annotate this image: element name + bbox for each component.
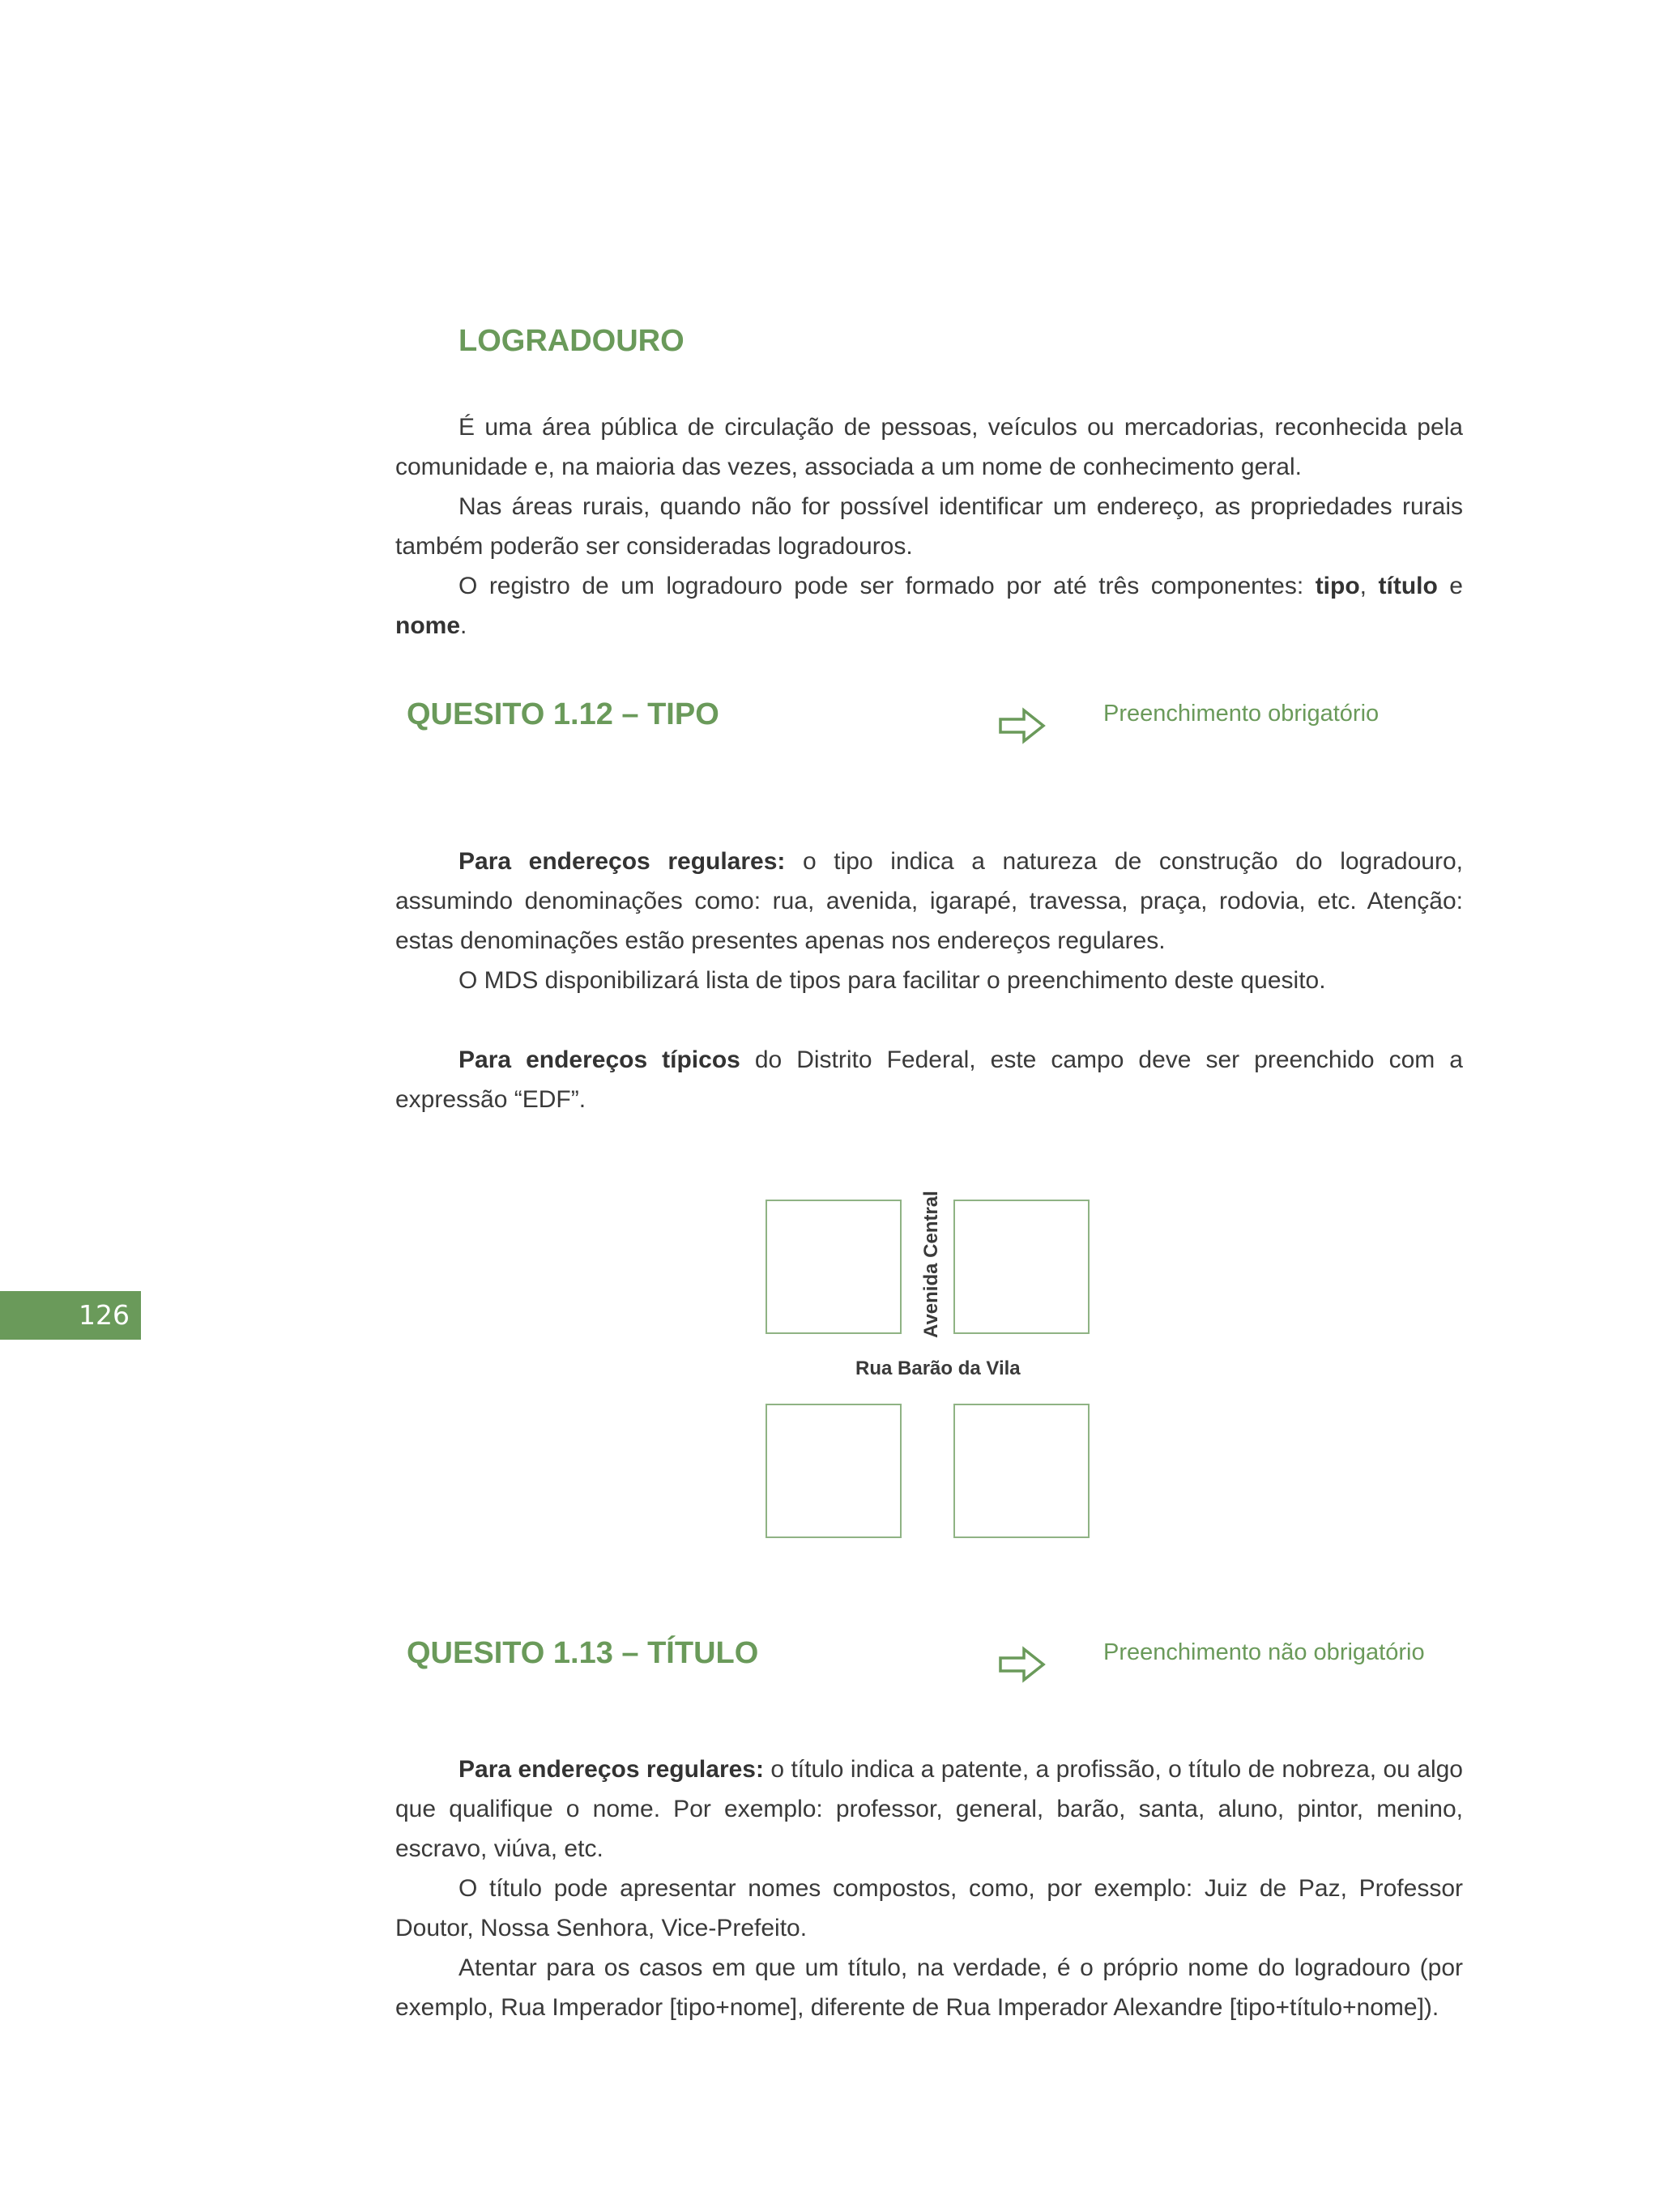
- p3-sep2: e: [1437, 573, 1463, 599]
- requirement-note-titulo: Preenchimento não obrigatório: [1103, 1639, 1425, 1665]
- street-label-rua-barao-da-vila: Rua Barão da Vila: [855, 1357, 1021, 1379]
- p3-lead: O registro de um logradouro pode ser formado por até três componentes:: [458, 573, 1316, 599]
- requirement-note-tipo: Preenchimento obrigatório: [1103, 701, 1380, 727]
- section-heading-quesito-tipo: QUESITO 1.12 – TIPO: [407, 697, 719, 731]
- quesito-tipo-body: [395, 842, 1463, 1119]
- term-tipo: tipo: [1315, 573, 1360, 599]
- logradouro-paragraph-3: [395, 566, 1463, 646]
- city-block-bottom-left: [766, 1404, 902, 1538]
- titulo-p1-bold: Para endereços regulares:: [458, 1756, 764, 1783]
- tipo-paragraph-3: [395, 1040, 1463, 1119]
- quesito-titulo-body: [395, 1750, 1463, 2027]
- city-block-top-left: [766, 1200, 902, 1334]
- logradouro-body: [395, 407, 1463, 646]
- titulo-paragraph-1: [395, 1750, 1463, 1869]
- city-block-bottom-right: [953, 1404, 1090, 1538]
- tipo-p1-bold: Para endereços regulares:: [458, 848, 786, 875]
- street-label-avenida-central: Avenida Central: [920, 1191, 942, 1338]
- section-heading-quesito-titulo: QUESITO 1.13 – TÍTULO: [407, 1636, 759, 1670]
- tipo-p3-bold: Para endereços típicos: [458, 1046, 740, 1073]
- p3-sep1: ,: [1359, 573, 1379, 599]
- titulo-paragraph-2: O título pode apresentar nomes compostos, como, por exemplo: Juiz de Paz, Professor Doutor, Nossa Senhora, Vice-Prefeito.: [395, 1875, 1463, 1941]
- arrow-right-icon: [998, 1645, 1047, 1684]
- city-block-top-right: [953, 1200, 1090, 1334]
- titulo-paragraph-3: Atentar para os casos em que um título, na verdade, é o próprio nome do logradouro (por exemplo, Rua Imperador [tipo+nome], diferente de Rua Imperador Alexandre [tipo+título+nome]).: [395, 1954, 1463, 2021]
- term-nome: nome: [395, 612, 461, 639]
- titulo-p1-rest: o título indica a patente, a profissão, o título de nobreza, ou algo que qualifique o nome. Por exemplo: professor, general, barão, santa, aluno, pintor, menino, escravo, viúva, etc.: [395, 1756, 1463, 1862]
- logradouro-paragraph-1: É uma área pública de circulação de pessoas, veículos ou mercadorias, reconhecida pela comunidade e, na maioria das vezes, associada a um nome de conhecimento geral.: [395, 414, 1463, 480]
- tipo-paragraph-2: O MDS disponibilizará lista de tipos para facilitar o preenchimento deste quesito.: [458, 967, 1326, 994]
- page-number: 126: [79, 1299, 130, 1331]
- tipo-p1-rest: o tipo indica a natureza de construção do logradouro, assumindo denominações como: rua, avenida, igarapé, travessa, praça, rodovia, etc. Atenção: estas denominações estão presentes apenas nos endereços regulares.: [395, 848, 1463, 954]
- arrow-right-icon: [998, 706, 1047, 745]
- section-heading-logradouro: LOGRADOURO: [458, 324, 684, 358]
- tipo-paragraph-1: [395, 842, 1463, 961]
- logradouro-paragraph-2: Nas áreas rurais, quando não for possível identificar um endereço, as propriedades rurais também poderão ser consideradas logradouros.: [395, 493, 1463, 560]
- p3-end: .: [460, 612, 467, 639]
- page-number-tab: [0, 1291, 141, 1340]
- term-titulo: título: [1378, 573, 1438, 599]
- tipo-p3-rest: do Distrito Federal, este campo deve ser preenchido com a expressão “EDF”.: [395, 1046, 1463, 1113]
